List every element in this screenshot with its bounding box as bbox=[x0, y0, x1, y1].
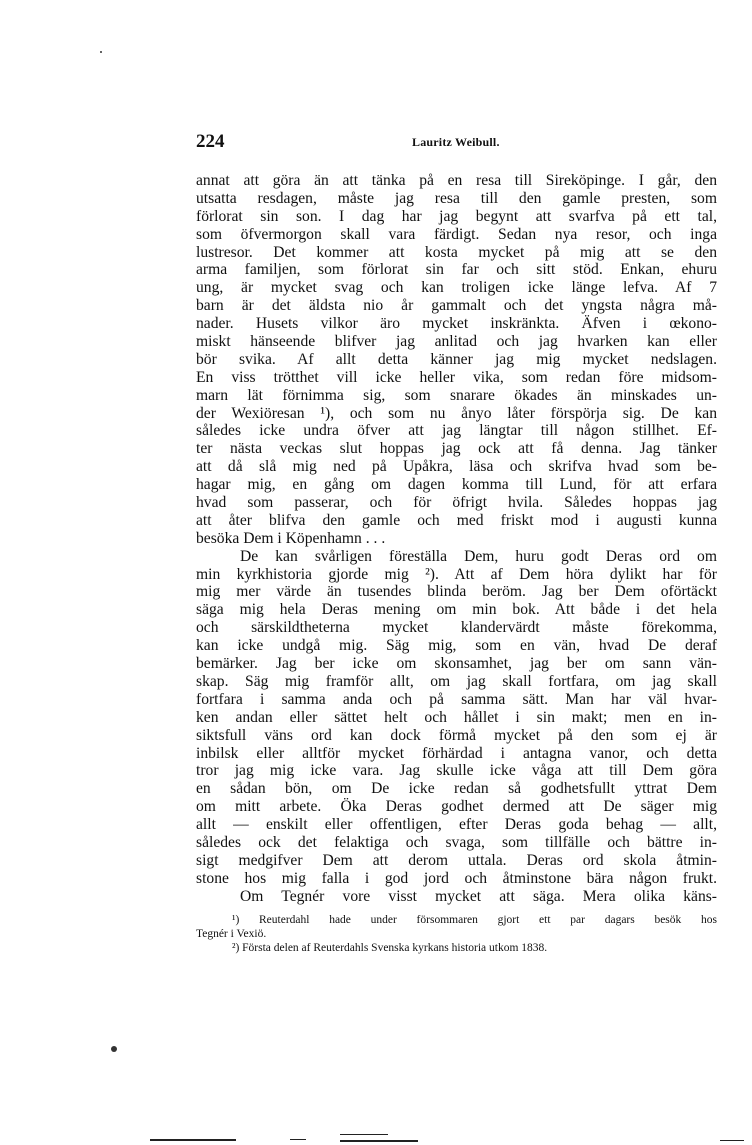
text-line: arma familjen, som förlorat sin far och sitt stöd. Enkan, ehuru bbox=[196, 261, 717, 279]
text-line: förlorat sin son. I dag har jag begynt att svarfva på ett tal, bbox=[196, 207, 717, 225]
text-line: att då slå mig ned på Upåkra, läsa och skrifva hvad som be- bbox=[196, 458, 717, 476]
text-line: min kyrkhistoria gjorde mig ²). Att af Dem höra dylikt har för bbox=[196, 565, 717, 583]
text-line: allt — enskilt eller offentligen, efter Deras goda behag — allt, bbox=[196, 816, 717, 834]
text-line: bemärker. Jag ber icke om skonsamhet, jag ber om sann vän- bbox=[196, 655, 717, 673]
text-line: ung, är mycket svag och kan troligen icke länge lefva. Af 7 bbox=[196, 279, 717, 297]
footnotes bbox=[196, 913, 717, 955]
footnote-1: ¹) Reuterdahl hade under försommaren gjort ett par dagars besök hos bbox=[232, 914, 717, 926]
text-line: att åter blifva den gamle och med friskt mod i augusti kunna bbox=[196, 511, 717, 529]
scan-edge-line bbox=[150, 1139, 236, 1141]
text-line: skap. Säg mig framför allt, om jag skall fortfara, om jag skall bbox=[196, 672, 717, 690]
text-line: fortfara i samma anda och på samma sätt. Man har väl hvar- bbox=[196, 690, 717, 708]
text-line: som öfvermorgon skall vara färdigt. Sedan nya resor, och inga bbox=[196, 225, 717, 243]
text-line: sigt medgifver Dem att derom uttala. Deras ord skola åtmin- bbox=[196, 851, 717, 869]
paragraph-start-line: Om Tegnér vore visst mycket att säga. Mera olika käns- bbox=[240, 887, 717, 905]
text-line: säga mig hela Deras mening om min bok. Att både i det hela bbox=[196, 601, 717, 619]
text-line: en sådan bön, om De icke redan så godhetsfullt yttrat Dem bbox=[196, 780, 717, 798]
text-line: En viss trötthet vill icke heller vika, som redan före midsom- bbox=[196, 368, 717, 386]
scan-edge-line bbox=[290, 1139, 306, 1140]
scan-edge-line bbox=[340, 1134, 388, 1135]
text-line: om mitt arbete. Öka Deras godhet dermed att De säger mig bbox=[196, 798, 717, 816]
page-number: 224 bbox=[196, 131, 225, 152]
text-line: och särskildtheterna mycket klandervärdt måste förekomma, bbox=[196, 619, 717, 637]
text-line: barn är det äldsta nio år gammalt och det yngsta några må- bbox=[196, 297, 717, 315]
text-line: siktsfull väns ord kan dock förmå mycket på den som ej är bbox=[196, 726, 717, 744]
page-header bbox=[196, 131, 716, 155]
text-line: marn lät förnimma sig, som snarare ökades än minskades un- bbox=[196, 386, 717, 404]
text-line: lustresor. Det kommer att kosta mycket på mig att se den bbox=[196, 243, 717, 261]
scan-edge-line bbox=[720, 1140, 744, 1141]
footnote-2: ²) Första delen af Reuterdahls Svenska kyrkans historia utkom 1838. bbox=[232, 942, 548, 954]
text-line: hagar mig, en gång om dagen komma till Lund, för att erfara bbox=[196, 476, 717, 494]
text-line: inbilsk eller alltför mycket förhärdad i antagna vanor, och detta bbox=[196, 744, 717, 762]
text-line: ter nästa veckas slut hoppas jag ock att få denna. Jag tänker bbox=[196, 440, 717, 458]
text-line: således ock det felaktiga och svaga, som tillfälle och bättre in- bbox=[196, 833, 717, 851]
text-line: nader. Husets vilkor äro mycket inskränkta. Äfven i œkono- bbox=[196, 315, 717, 333]
text-line: kan icke undgå mig. Säg mig, som en vän, hvad De deraf bbox=[196, 637, 717, 655]
text-line: annat att göra än att tänka på en resa till Sireköpinge. I går, den bbox=[196, 172, 717, 189]
text-line: ken andan eller sättet helt och hållet i sin makt; men en in- bbox=[196, 708, 717, 726]
scan-speck bbox=[111, 1046, 117, 1052]
text-line: utsatta resdagen, måste jag resa till den gamle presten, som bbox=[196, 189, 717, 207]
text-line: stone hos mig falla i god jord och åtminstone bära någon frukt. bbox=[196, 869, 717, 887]
paragraph-start-line: De kan svårligen föreställa Dem, huru godt Deras ord om bbox=[240, 547, 717, 565]
text-line: mig mer värde än tusendes blinda beröm. Jag ber Dem oförtäckt bbox=[196, 583, 717, 601]
scan-edge-line bbox=[340, 1140, 418, 1142]
running-head: Lauritz Weibull. bbox=[412, 135, 500, 149]
body-text bbox=[196, 172, 717, 906]
scan-speck bbox=[100, 51, 102, 53]
text-line: miskt hänseende blifver jag anlitad och jag hvarken kan eller bbox=[196, 333, 717, 351]
footnote-1-continuation: Tegnér i Vexiö. bbox=[196, 928, 267, 940]
text-line: tror jag mig icke vara. Jag skulle icke våga att till Dem göra bbox=[196, 762, 717, 780]
text-line: således icke undra öfver att jag längtar till någon stillhet. Ef- bbox=[196, 422, 717, 440]
text-line: bör svika. Af allt detta känner jag mig mycket nedslagen. bbox=[196, 350, 717, 368]
paragraph-end-line: besöka Dem i Köpenhamn . . . bbox=[196, 529, 386, 547]
text-line: hvad som passerar, och för öfrigt hvila. Således hoppas jag bbox=[196, 494, 717, 512]
text-line: der Wexiöresan ¹), och som nu ånyo låter förspörja sig. De kan bbox=[196, 404, 717, 422]
